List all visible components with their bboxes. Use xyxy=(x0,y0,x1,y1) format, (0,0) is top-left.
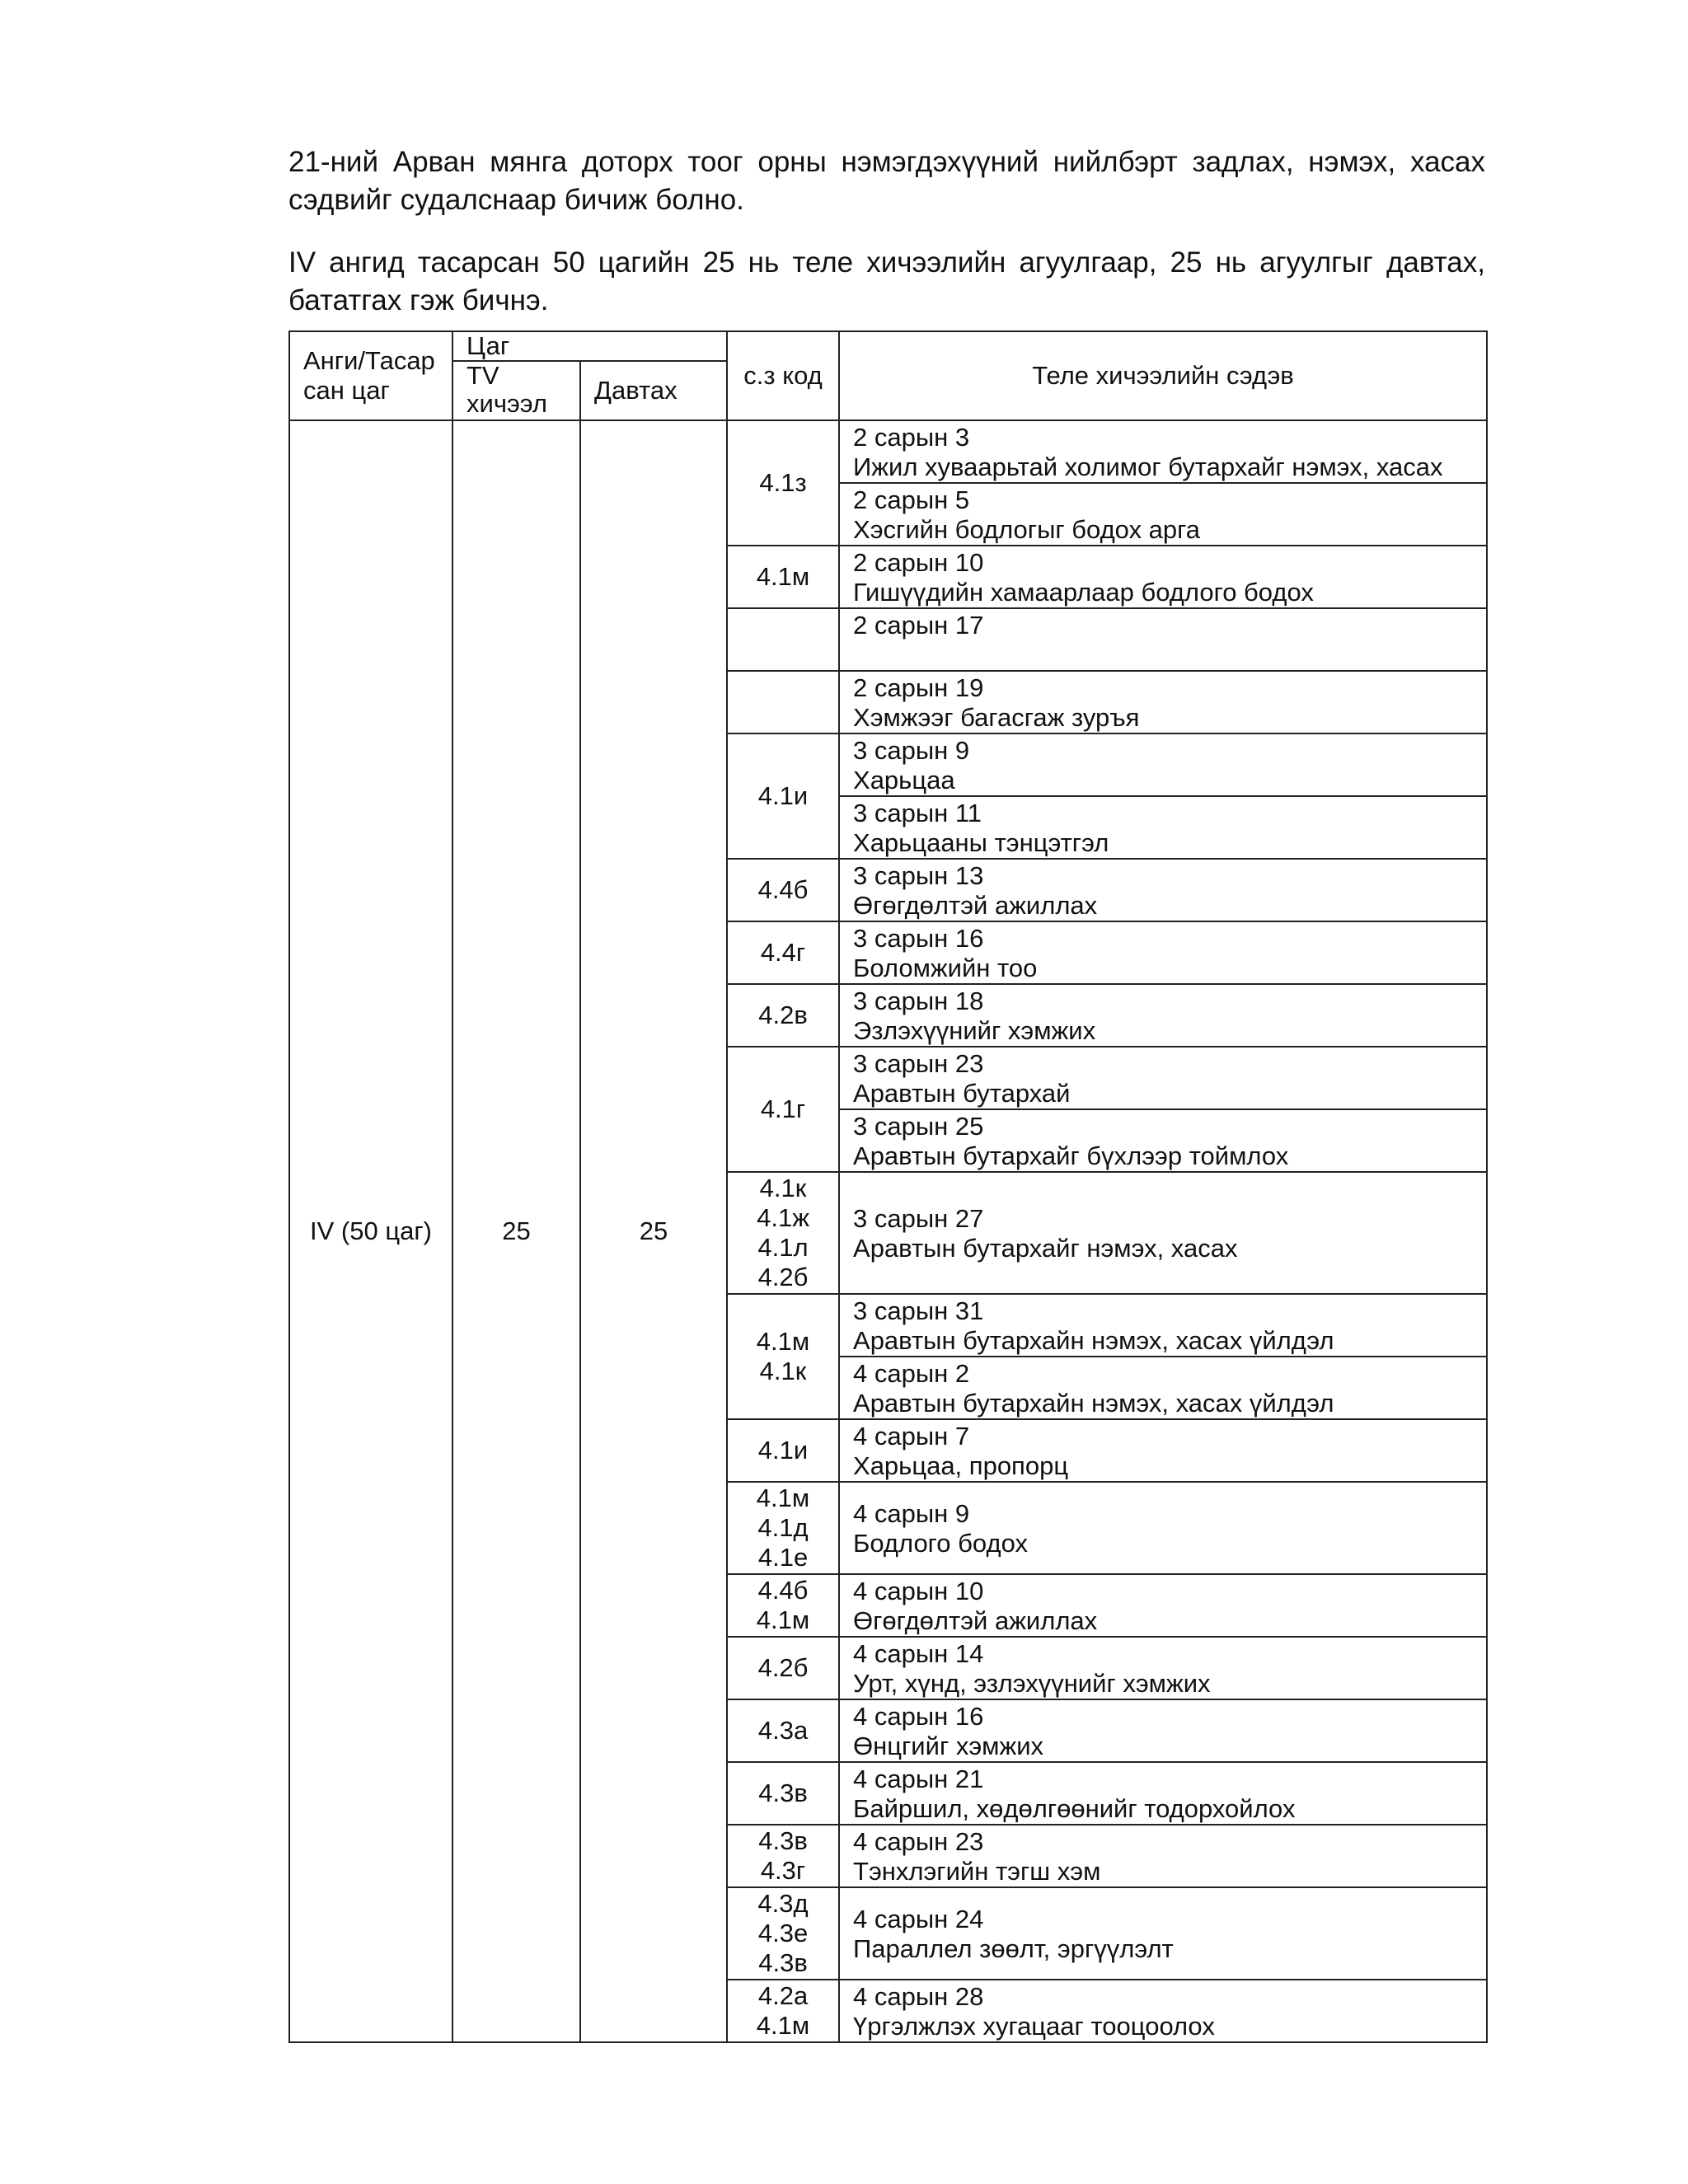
lesson-date: 3 сарын 16 xyxy=(853,924,984,953)
lesson-date: 3 сарын 18 xyxy=(853,987,984,1015)
lesson-title: Өгөгдөлтэй ажиллах xyxy=(853,1606,1098,1635)
lesson-date: 3 сарын 13 xyxy=(853,861,984,890)
header-code: с.з код xyxy=(727,331,839,420)
topic-cell xyxy=(839,1887,1487,1980)
topic-cell xyxy=(839,608,1487,671)
topic-cell xyxy=(839,1825,1487,1887)
standard-code-cell: 4.1и xyxy=(727,733,839,859)
topic-cell xyxy=(839,1109,1487,1172)
lesson-title: Аравтын бутархайг нэмэх, хасах xyxy=(853,1234,1238,1263)
standard-code-cell: 4.2в xyxy=(727,984,839,1047)
standard-code-cell: 4.3в xyxy=(727,1762,839,1825)
lesson-title: Урт, хүнд, эзлэхүүнийг хэмжих xyxy=(853,1669,1211,1698)
lesson-title: Эзлэхүүнийг хэмжих xyxy=(853,1016,1096,1045)
lesson-title: Гишүүдийн хамаарлаар бодлого бодох xyxy=(853,578,1314,607)
header-review: Давтах xyxy=(580,361,727,420)
lesson-date: 3 сарын 9 xyxy=(853,736,970,765)
topic-cell xyxy=(839,984,1487,1047)
lesson-title: Өнцгийг хэмжих xyxy=(853,1732,1044,1760)
standard-code-cell: 4.3а xyxy=(727,1699,839,1762)
standard-code-cell: 4.1г xyxy=(727,1047,839,1172)
lesson-title: Боломжийн тоо xyxy=(853,954,1038,982)
table-row xyxy=(289,420,1487,483)
lesson-title: Харьцаа xyxy=(853,766,955,794)
standard-code-cell: 4.2а 4.1м xyxy=(727,1980,839,2042)
tv-hours-cell: 25 xyxy=(452,420,580,2042)
lesson-date: 4 сарын 28 xyxy=(853,1982,984,2011)
lesson-date: 4 сарын 23 xyxy=(853,1827,984,1856)
topic-cell xyxy=(839,1294,1487,1357)
standard-code-cell: 4.4г xyxy=(727,921,839,984)
header-grade: Анги/Тасар сан цаг xyxy=(289,331,452,420)
table-body xyxy=(289,420,1487,2042)
topic-cell xyxy=(839,1357,1487,1419)
standard-code-cell: 4.4б 4.1м xyxy=(727,1574,839,1637)
topic-cell xyxy=(839,1047,1487,1109)
standard-code-cell xyxy=(727,608,839,671)
lesson-date: 3 сарын 31 xyxy=(853,1296,984,1325)
lesson-date: 4 сарын 9 xyxy=(853,1499,970,1528)
lesson-title: Өгөгдөлтэй ажиллах xyxy=(853,891,1098,920)
lesson-date: 3 сарын 11 xyxy=(853,799,982,827)
grade-cell: IV (50 цаг) xyxy=(289,420,452,2042)
intro-paragraph-2: IV ангид тасарсан 50 цагийн 25 нь теле хичээлийн агуулгаар, 25 нь агуулгыг давтах, бататгах гэж бичнэ. xyxy=(288,246,1485,316)
lesson-title: Параллел зөөлт, эргүүлэлт xyxy=(853,1934,1174,1963)
topic-cell xyxy=(839,1574,1487,1637)
lesson-date: 4 сарын 21 xyxy=(853,1765,984,1793)
standard-code-cell: 4.1м 4.1к xyxy=(727,1294,839,1419)
standard-code-cell: 4.1м xyxy=(727,546,839,608)
lesson-date: 4 сарын 10 xyxy=(853,1577,984,1605)
standard-code-cell: 4.3д 4.3е 4.3в xyxy=(727,1887,839,1980)
lesson-date: 4 сарын 2 xyxy=(853,1359,970,1388)
lesson-date: 4 сарын 14 xyxy=(853,1639,984,1668)
lesson-date: 2 сарын 5 xyxy=(853,485,970,514)
topic-cell xyxy=(839,1980,1487,2042)
lesson-title: Аравтын бутархайг бүхлээр тоймлох xyxy=(853,1141,1289,1170)
standard-code-cell: 4.3в 4.3г xyxy=(727,1825,839,1887)
standard-code-cell: 4.4б xyxy=(727,859,839,921)
topic-cell xyxy=(839,1482,1487,1574)
lesson-title: Ижил хуваарьтай холимог бутархайг нэмэх, хасах xyxy=(853,452,1443,481)
lesson-date: 3 сарын 27 xyxy=(853,1204,984,1233)
lesson-date: 4 сарын 24 xyxy=(853,1905,984,1933)
lesson-title: Харьцааны тэнцэтгэл xyxy=(853,828,1109,857)
lesson-date: 2 сарын 17 xyxy=(853,611,984,640)
intro-paragraph-1: 21-ний Арван мянга доторх тоог орны нэмэгдэхүүний нийлбэрт задлах, нэмэх, хасах сэдвийг судалснаар бичиж болно. xyxy=(288,146,1485,216)
lesson-date: 4 сарын 7 xyxy=(853,1422,970,1451)
lesson-title: Бодлого бодох xyxy=(853,1529,1028,1558)
topic-cell xyxy=(839,1762,1487,1825)
topic-cell xyxy=(839,859,1487,921)
standard-code-cell xyxy=(727,671,839,733)
lesson-plan-table xyxy=(288,330,1488,2043)
lesson-title: Аравтын бутархайн нэмэх, хасах үйлдэл xyxy=(853,1389,1334,1418)
lesson-title: Аравтын бутархай xyxy=(853,1079,1071,1108)
standard-code-cell: 4.1з xyxy=(727,420,839,546)
lesson-title: Аравтын бутархайн нэмэх, хасах үйлдэл xyxy=(853,1326,1334,1355)
lesson-title: Хэмжээг багасгаж зуръя xyxy=(853,703,1140,732)
lesson-title: Байршил, хөдөлгөөнийг тодорхойлох xyxy=(853,1794,1296,1823)
lesson-title: Үргэлжлэх хугацааг тооцоолох xyxy=(853,2012,1215,2041)
lesson-date: 3 сарын 25 xyxy=(853,1112,984,1141)
topic-cell xyxy=(839,1699,1487,1762)
standard-code-cell: 4.1и xyxy=(727,1419,839,1482)
lesson-title: Харьцаа, пропорц xyxy=(853,1451,1069,1480)
topic-cell xyxy=(839,921,1487,984)
lesson-date: 2 сарын 3 xyxy=(853,423,970,452)
topic-cell xyxy=(839,796,1487,859)
header-tv-lesson: TV хичээл xyxy=(452,361,580,420)
standard-code-cell: 4.1к 4.1ж 4.1л 4.2б xyxy=(727,1172,839,1294)
header-hours: Цаг xyxy=(452,331,727,361)
topic-cell xyxy=(839,1637,1487,1699)
lesson-title: Хэсгийн бодлогыг бодох арга xyxy=(853,515,1201,544)
review-hours-cell: 25 xyxy=(580,420,727,2042)
topic-cell xyxy=(839,1172,1487,1294)
lesson-title: Тэнхлэгийн тэгш хэм xyxy=(853,1857,1101,1886)
topic-cell xyxy=(839,483,1487,546)
standard-code-cell: 4.2б xyxy=(727,1637,839,1699)
header-topic: Теле хичээлийн сэдэв xyxy=(839,331,1487,420)
topic-cell xyxy=(839,420,1487,483)
topic-cell xyxy=(839,733,1487,796)
lesson-date: 3 сарын 23 xyxy=(853,1049,984,1078)
topic-cell xyxy=(839,546,1487,608)
lesson-date: 2 сарын 19 xyxy=(853,673,984,702)
lesson-title xyxy=(853,640,1486,670)
lesson-date: 4 сарын 16 xyxy=(853,1702,984,1731)
lesson-date: 2 сарын 10 xyxy=(853,548,984,577)
topic-cell xyxy=(839,1419,1487,1482)
topic-cell xyxy=(839,671,1487,733)
standard-code-cell: 4.1м 4.1д 4.1е xyxy=(727,1482,839,1574)
